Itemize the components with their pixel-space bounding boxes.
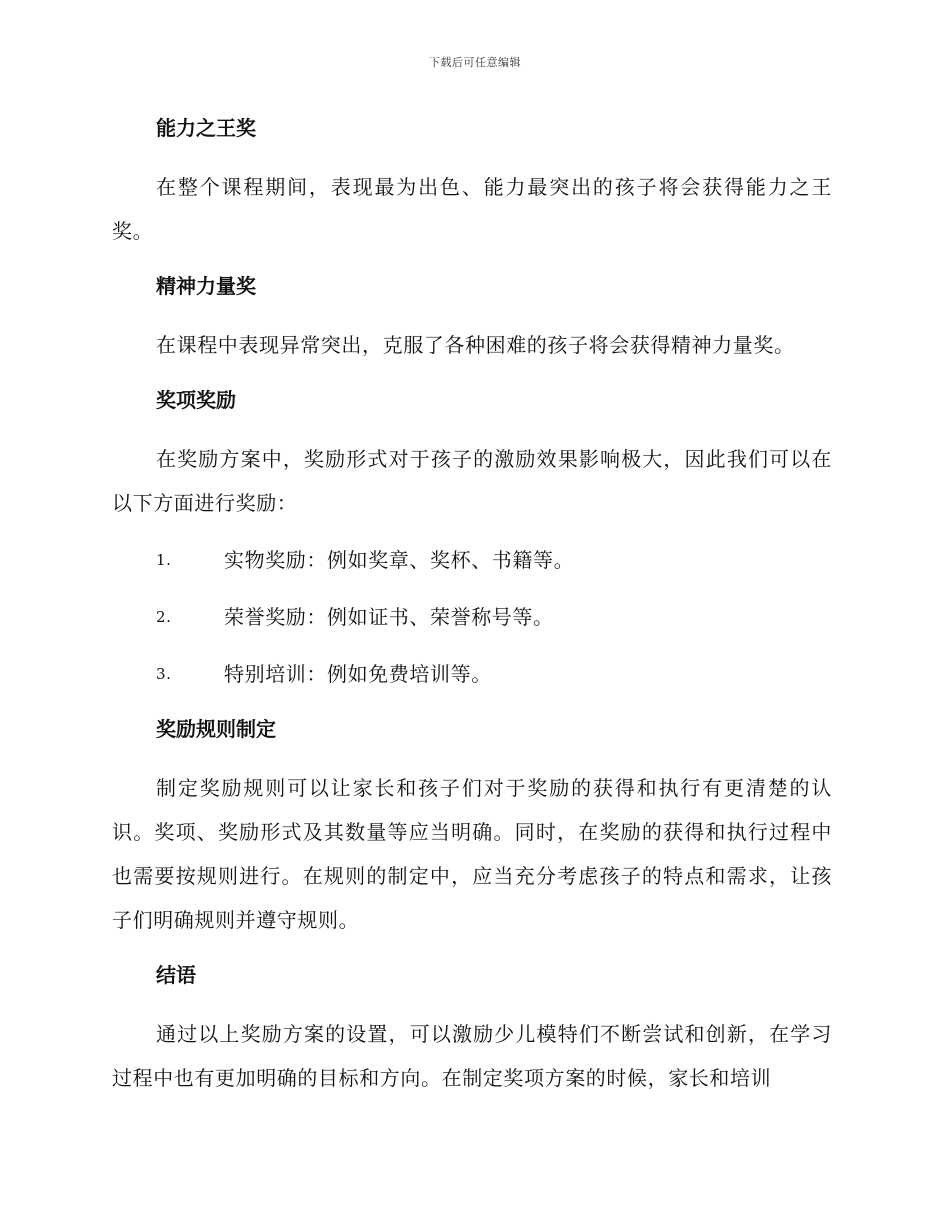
paragraph: 在整个课程期间，表现最为出色、能力最突出的孩子将会获得能力之王奖。 [112,175,832,243]
list-item [112,652,832,696]
list-text: 实物奖励：例如奖章、奖杯、书籍等。 [224,548,575,572]
list-number: 3. [156,665,172,683]
section-heading-ability-award: 能力之王奖 [156,116,256,140]
section-heading-spirit-award: 精神力量奖 [156,274,256,298]
document-body [112,108,832,1113]
paragraph: 制定奖励规则可以让家长和孩子们对于奖励的获得和执行有更清楚的认识。奖项、奖励形式及其数量等应当明确。同时，在奖励的获得和执行过程中也需要按规则进行。在规则的制定中，应当充分考虑孩子的特点和需求，让孩子们明确规则并遵守规则。 [112,776,832,932]
list-text: 特别培训：例如免费培训等。 [224,662,492,686]
section-heading-award-rewards: 奖项奖励 [156,388,236,412]
list-item [112,538,832,582]
paragraph: 在课程中表现异常突出，克服了各种困难的孩子将会获得精神力量奖。 [156,333,795,357]
paragraph: 在奖励方案中，奖励形式对于孩子的激励效果影响极大，因此我们可以在以下方面进行奖励： [112,447,832,515]
list-number: 2. [156,608,172,626]
header-note: 下载后可任意编辑 [429,56,521,69]
paragraph: 通过以上奖励方案的设置，可以激励少儿模特们不断尝试和创新，在学习过程中也有更加明确的目标和方向。在制定奖项方案的时候，家长和培训 [112,1022,832,1090]
section-heading-conclusion: 结语 [156,963,196,987]
list-text: 荣誉奖励：例如证书、荣誉称号等。 [224,605,554,629]
section-heading-rule-setting: 奖励规则制定 [156,717,276,741]
list-item [112,595,832,639]
list-number: 1. [156,551,172,569]
